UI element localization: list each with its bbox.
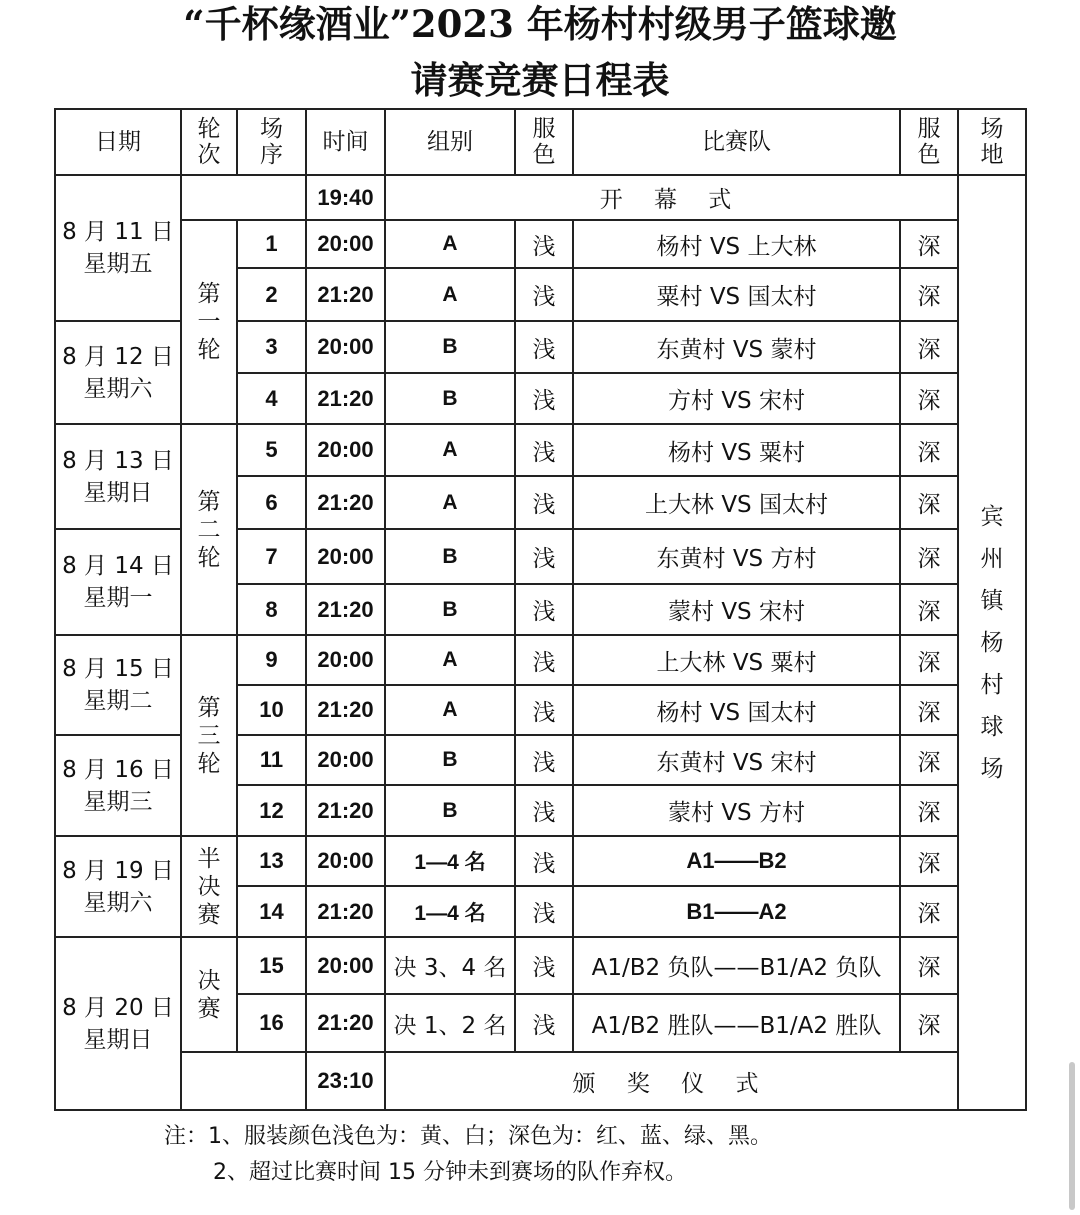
date-text: 8 月 14 日 [62,553,174,579]
game-number: 10 [237,685,306,735]
empty-cell [181,175,306,220]
round-char: 第 [197,281,221,307]
table-row [55,1052,1026,1110]
date-cell [55,836,181,937]
game-time: 20:00 [306,635,385,685]
date-cell [55,175,181,321]
game-time: 21:20 [306,584,385,635]
game-group: 决 3、4 名 [385,937,515,994]
dark-color: 深 [900,635,958,685]
game-teams: A1/B2 胜队——B1/A2 胜队 [573,994,900,1052]
round-char: 半 [197,845,221,872]
dark-color: 深 [900,785,958,836]
dark-color: 深 [900,685,958,735]
dark-color: 深 [900,994,958,1052]
table-row [55,635,1026,685]
game-group: 1—4 名 [385,836,515,886]
game-teams: 方村 VS 宋村 [573,373,900,424]
game-group: 1—4 名 [385,886,515,937]
game-number: 7 [237,529,306,584]
date-cell [55,937,181,1110]
dark-color: 深 [900,529,958,584]
header-color-char: 服 [532,116,556,142]
light-color: 浅 [515,373,573,424]
light-color: 浅 [515,529,573,584]
light-color: 浅 [515,735,573,785]
date-text: 8 月 16 日 [62,756,174,783]
light-color: 浅 [515,584,573,635]
dark-color: 深 [900,836,958,886]
venue-char: 球 [980,713,1004,740]
light-color: 浅 [515,785,573,836]
game-number: 12 [237,785,306,836]
game-group: A [385,685,515,735]
dark-color: 深 [900,584,958,635]
table-row [55,175,1026,220]
header-venue-char: 地 [980,142,1004,168]
weekday-text: 星期日 [83,1026,153,1053]
venue-char: 场 [980,755,1004,782]
date-text: 8 月 13 日 [62,447,174,474]
dark-color: 深 [900,424,958,476]
game-number: 5 [237,424,306,476]
date-text: 8 月 20 日 [62,994,174,1021]
dark-color: 深 [900,937,958,994]
game-teams: 东黄村 VS 方村 [573,529,900,584]
light-color: 浅 [515,685,573,735]
note-line-1: 注：1、服装颜色浅色为：黄、白；深色为：红、蓝、绿、黑。 [164,1124,772,1149]
opening-time: 19:40 [306,175,385,220]
game-number: 2 [237,268,306,321]
game-teams: 蒙村 VS 方村 [573,785,900,836]
venue-char: 村 [980,671,1004,698]
game-time: 21:20 [306,685,385,735]
light-color: 浅 [515,937,573,994]
round-char: 轮 [197,750,221,777]
round-char: 第 [197,488,221,515]
round-char: 一 [197,309,221,335]
game-number: 8 [237,584,306,635]
header-color-char: 色 [917,142,941,168]
weekday-text: 星期三 [83,788,153,815]
dark-color: 深 [900,476,958,529]
weekday-text: 星期日 [83,479,153,506]
game-time: 21:20 [306,785,385,836]
game-group: A [385,476,515,529]
light-color: 浅 [515,321,573,373]
light-color: 浅 [515,635,573,685]
round-char: 第 [197,694,221,721]
game-time: 21:20 [306,886,385,937]
game-time: 20:00 [306,937,385,994]
document-title-line-1: “千杯缘酒业”2023 年杨村村级男子篮球邀 [183,2,897,46]
game-number: 15 [237,937,306,994]
game-group: A [385,220,515,268]
game-number: 6 [237,476,306,529]
header-order-char: 场 [260,116,283,142]
venue-cell [958,175,1026,1110]
header-group: 组别 [385,109,515,175]
round-char: 轮 [197,337,221,363]
game-teams: 粟村 VS 国太村 [573,268,900,321]
table-row [55,836,1026,886]
header-venue-char: 场 [980,116,1004,142]
dark-color: 深 [900,886,958,937]
header-round [181,109,237,175]
light-color: 浅 [515,836,573,886]
header-color-char: 色 [532,142,556,168]
game-time: 20:00 [306,735,385,785]
round-cell [181,424,237,635]
venue-char: 宾 [980,503,1004,530]
light-color: 浅 [515,220,573,268]
game-group: B [385,321,515,373]
game-number: 3 [237,321,306,373]
game-time: 21:20 [306,994,385,1052]
header-venue [958,109,1026,175]
round-cell [181,635,237,836]
game-number: 4 [237,373,306,424]
light-color: 浅 [515,994,573,1052]
date-text: 8 月 12 日 [62,343,174,370]
date-cell [55,321,181,424]
game-group: B [385,785,515,836]
game-number: 9 [237,635,306,685]
venue-char: 杨 [980,629,1004,656]
date-cell [55,635,181,735]
dark-color: 深 [900,373,958,424]
table-row [55,937,1026,994]
header-round-char: 次 [197,142,221,168]
game-time: 20:00 [306,424,385,476]
round-char: 三 [197,722,221,749]
light-color: 浅 [515,886,573,937]
game-teams: 上大林 VS 国太村 [573,476,900,529]
round-char: 决 [197,873,221,900]
date-text: 8 月 11 日 [62,219,174,245]
game-number: 1 [237,220,306,268]
weekday-text: 星期一 [83,585,153,611]
game-teams: 杨村 VS 上大林 [573,220,900,268]
game-time: 21:20 [306,373,385,424]
game-teams: 杨村 VS 粟村 [573,424,900,476]
header-date: 日期 [55,109,181,175]
header-dark-color [900,109,958,175]
dark-color: 深 [900,735,958,785]
light-color: 浅 [515,476,573,529]
weekday-text: 星期五 [83,251,153,277]
date-cell [55,529,181,635]
scrollbar[interactable] [1069,1062,1075,1210]
header-row [55,109,1026,175]
note-line-2: 2、超过比赛时间 15 分钟未到赛场的队作弃权。 [213,1160,687,1185]
schedule-table [54,108,1027,1111]
round-char: 决 [197,967,221,994]
opening-ceremony-label: 开 幕 式 [385,175,958,220]
closing-time: 23:10 [306,1052,385,1110]
date-cell [55,424,181,529]
game-teams: 上大林 VS 粟村 [573,635,900,685]
game-number: 16 [237,994,306,1052]
header-teams: 比赛队 [573,109,900,175]
game-teams: 东黄村 VS 宋村 [573,735,900,785]
game-teams: 蒙村 VS 宋村 [573,584,900,635]
round-char: 轮 [197,544,221,571]
document-title-line-2: 请赛竞赛日程表 [410,58,670,102]
header-light-color [515,109,573,175]
game-teams: 杨村 VS 国太村 [573,685,900,735]
game-number: 11 [237,735,306,785]
round-cell [181,937,237,1052]
venue-char: 州 [980,545,1004,572]
game-teams: 东黄村 VS 蒙村 [573,321,900,373]
game-teams: B1——A2 [573,886,900,937]
round-char: 赛 [197,901,221,928]
game-time: 20:00 [306,321,385,373]
round-cell [181,836,237,937]
date-cell [55,735,181,836]
game-teams: A1——B2 [573,836,900,886]
game-group: B [385,584,515,635]
dark-color: 深 [900,321,958,373]
game-group: A [385,635,515,685]
game-time: 20:00 [306,529,385,584]
game-group: A [385,268,515,321]
game-time: 21:20 [306,268,385,321]
light-color: 浅 [515,268,573,321]
date-text: 8 月 15 日 [62,656,174,682]
header-order [237,109,306,175]
game-time: 20:00 [306,836,385,886]
dark-color: 深 [900,220,958,268]
game-time: 21:20 [306,476,385,529]
weekday-text: 星期六 [83,375,153,402]
round-char: 二 [197,516,221,543]
game-group: A [385,424,515,476]
game-group: B [385,529,515,584]
empty-cell [181,1052,306,1110]
header-round-char: 轮 [197,116,221,142]
weekday-text: 星期六 [83,889,153,916]
round-cell [181,220,237,424]
game-time: 20:00 [306,220,385,268]
venue-char: 镇 [980,587,1004,614]
game-number: 14 [237,886,306,937]
table-row [55,220,1026,268]
award-ceremony-label: 颁 奖 仪 式 [385,1052,958,1110]
date-text: 8 月 19 日 [62,857,174,884]
table-row [55,424,1026,476]
dark-color: 深 [900,268,958,321]
game-group: 决 1、2 名 [385,994,515,1052]
header-order-char: 序 [260,142,283,168]
round-char: 赛 [197,995,221,1022]
header-time: 时间 [306,109,385,175]
light-color: 浅 [515,424,573,476]
weekday-text: 星期二 [83,688,153,714]
header-color-char: 服 [917,116,941,142]
game-teams: A1/B2 负队——B1/A2 负队 [573,937,900,994]
game-group: B [385,735,515,785]
game-number: 13 [237,836,306,886]
game-group: B [385,373,515,424]
